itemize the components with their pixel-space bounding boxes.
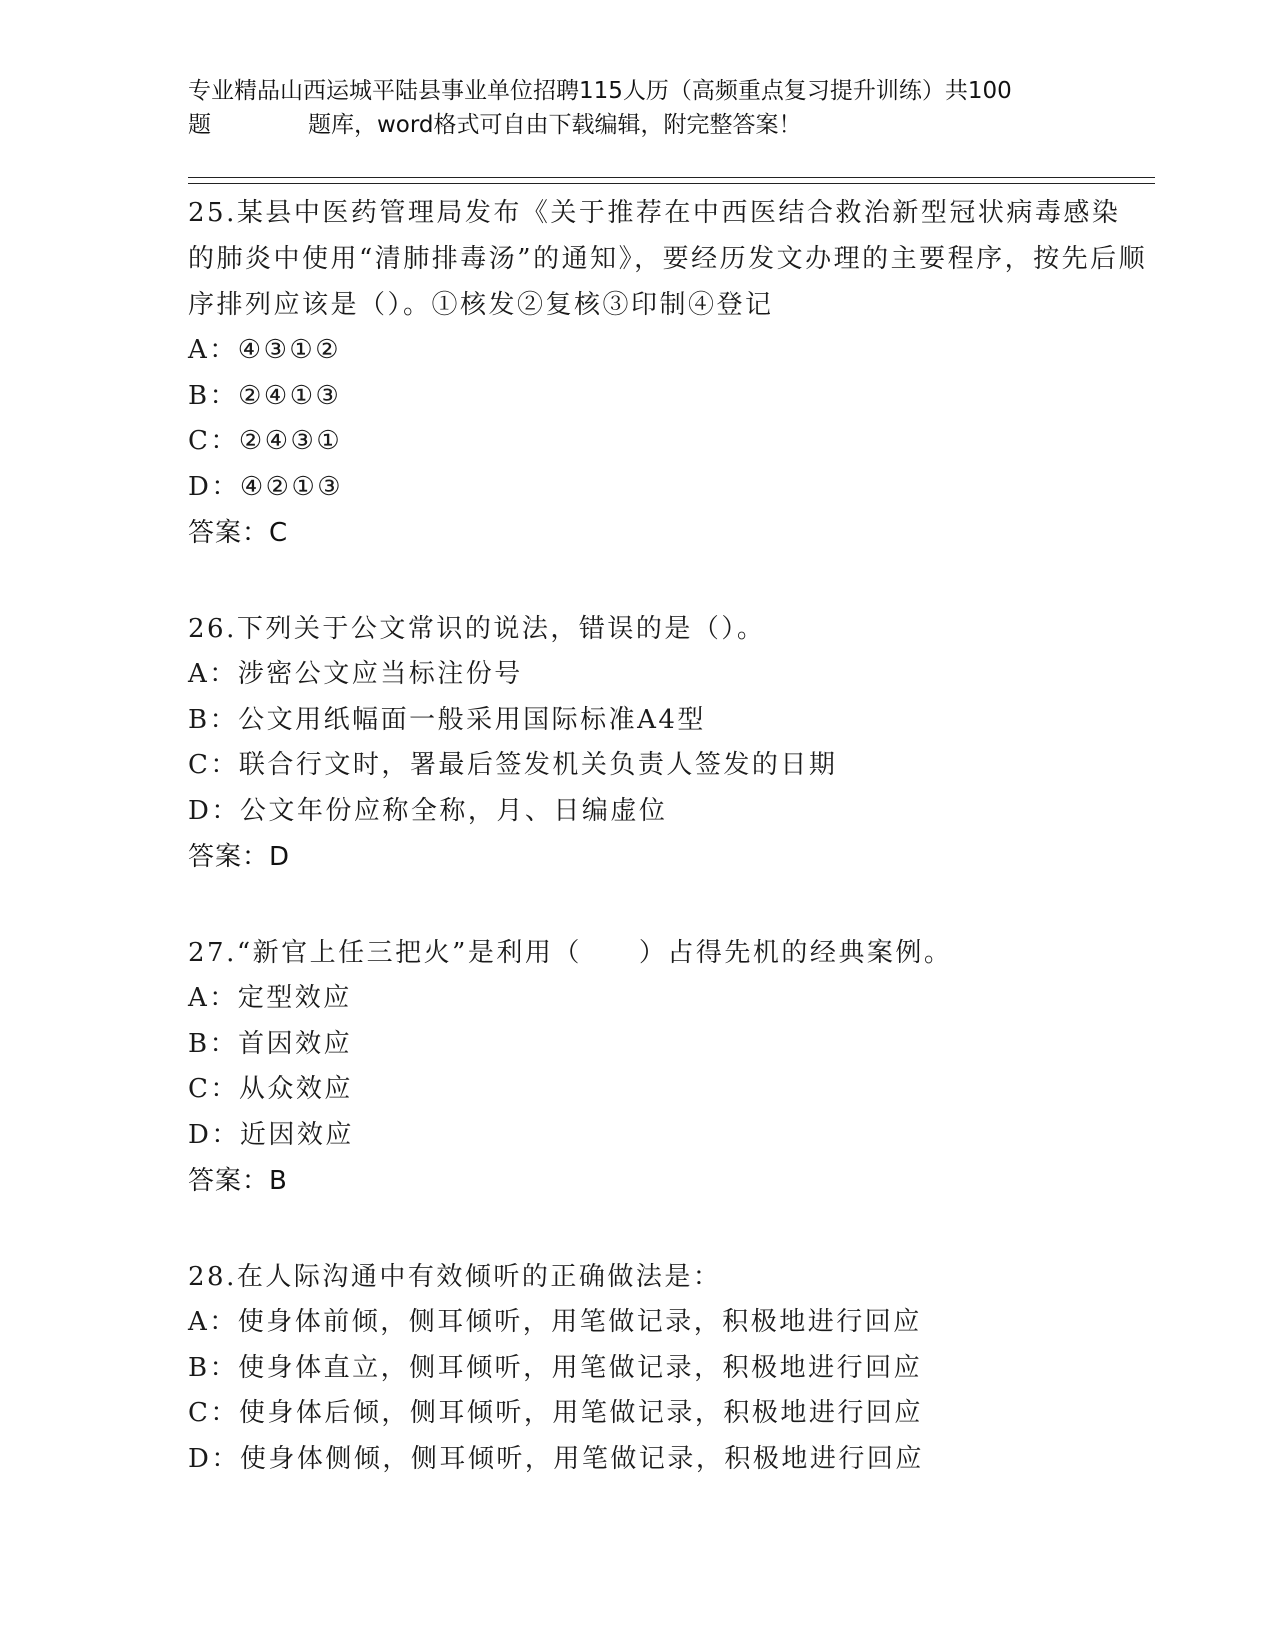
question-list	[188, 186, 1148, 1482]
question-stem: 26.下列关于公文常识的说法，错误的是（）。	[188, 614, 766, 644]
option-text: 使身体前倾，侧耳倾听，用笔做记录，积极地进行回应	[237, 1307, 922, 1337]
option-key: D：	[188, 1443, 240, 1474]
answer-line: 答案：D	[188, 842, 291, 872]
question-27	[188, 926, 1148, 1204]
option-b	[188, 1346, 1148, 1392]
option-text: 公文年份应称全称，月、日编虚位	[239, 795, 668, 826]
option-key: B：	[188, 1028, 239, 1059]
option-d	[188, 465, 1148, 511]
answer-line: 答案：B	[188, 1166, 288, 1196]
option-key: B：	[188, 380, 239, 411]
question-28	[188, 1250, 1148, 1482]
option-b	[188, 1022, 1148, 1068]
option-key: A：	[188, 983, 238, 1013]
option-key: B：	[188, 1352, 239, 1383]
option-key: A：	[188, 335, 238, 365]
option-a	[188, 652, 1148, 698]
option-b	[188, 698, 1148, 744]
header-line-2-left: 题	[188, 112, 211, 138]
header-divider-bottom	[188, 183, 1155, 184]
option-text: 定型效应	[237, 983, 352, 1013]
header-line-2-right: 题库，word格式可自由下载编辑，附完整答案！	[308, 112, 802, 138]
option-text: ④②①③	[239, 471, 344, 502]
option-text: 使身体直立，侧耳倾听，用笔做记录，积极地进行回应	[238, 1352, 923, 1383]
option-d	[188, 1437, 1148, 1483]
option-key: C：	[188, 1074, 239, 1104]
header-divider-top	[188, 177, 1155, 178]
option-c	[188, 743, 1148, 789]
question-25	[188, 186, 1148, 556]
option-a	[188, 1300, 1148, 1346]
header-line-2	[188, 108, 1088, 142]
option-text: 联合行文时，署最后签发机关负责人签发的日期	[238, 750, 838, 780]
option-d	[188, 789, 1148, 835]
question-stem: 27.“新官上任三把火”是利用（ ）占得先机的经典案例。	[188, 938, 953, 968]
question-26	[188, 602, 1148, 880]
option-text: 使身体后倾，侧耳倾听，用笔做记录，积极地进行回应	[238, 1398, 923, 1428]
option-key: A：	[188, 1307, 238, 1337]
option-key: C：	[188, 1398, 239, 1428]
option-a	[188, 976, 1148, 1022]
option-b	[188, 374, 1148, 420]
option-key: D：	[188, 471, 240, 502]
option-d	[188, 1113, 1148, 1159]
option-c	[188, 419, 1148, 465]
option-text: 近因效应	[239, 1119, 354, 1150]
option-key: C：	[188, 426, 239, 456]
option-c	[188, 1391, 1148, 1437]
answer-line: 答案：C	[188, 518, 289, 548]
option-text: ②④①③	[238, 380, 342, 411]
page-header	[188, 74, 1088, 142]
option-text: ②④③①	[238, 426, 343, 456]
option-key: D：	[188, 795, 240, 826]
option-text: 公文用纸幅面一般采用国际标准A4型	[238, 704, 706, 735]
header-line-1: 专业精品山西运城平陆县事业单位招聘115人历（高频重点复习提升训练）共100	[188, 78, 1012, 104]
option-a	[188, 328, 1148, 374]
option-key: B：	[188, 704, 239, 735]
option-text: 使身体侧倾，侧耳倾听，用笔做记录，积极地进行回应	[239, 1443, 924, 1474]
option-key: C：	[188, 750, 239, 780]
question-stem: 28.在人际沟通中有效倾听的正确做法是：	[188, 1262, 722, 1292]
option-text: ④③①②	[237, 335, 342, 365]
option-text: 涉密公文应当标注份号	[237, 659, 523, 689]
question-stem: 25.某县中医药管理局发布《关于推荐在中西医结合救治新型冠状病毒感染的肺炎中使用“清肺排毒汤”的通知》，要经历发文办理的主要程序，按先后顺序排列应该是（）。①核发②复核③印制④登记	[188, 198, 1148, 320]
option-text: 首因效应	[238, 1028, 353, 1059]
option-text: 从众效应	[238, 1074, 353, 1104]
option-key: A：	[188, 659, 238, 689]
option-key: D：	[188, 1119, 240, 1150]
option-c	[188, 1067, 1148, 1113]
